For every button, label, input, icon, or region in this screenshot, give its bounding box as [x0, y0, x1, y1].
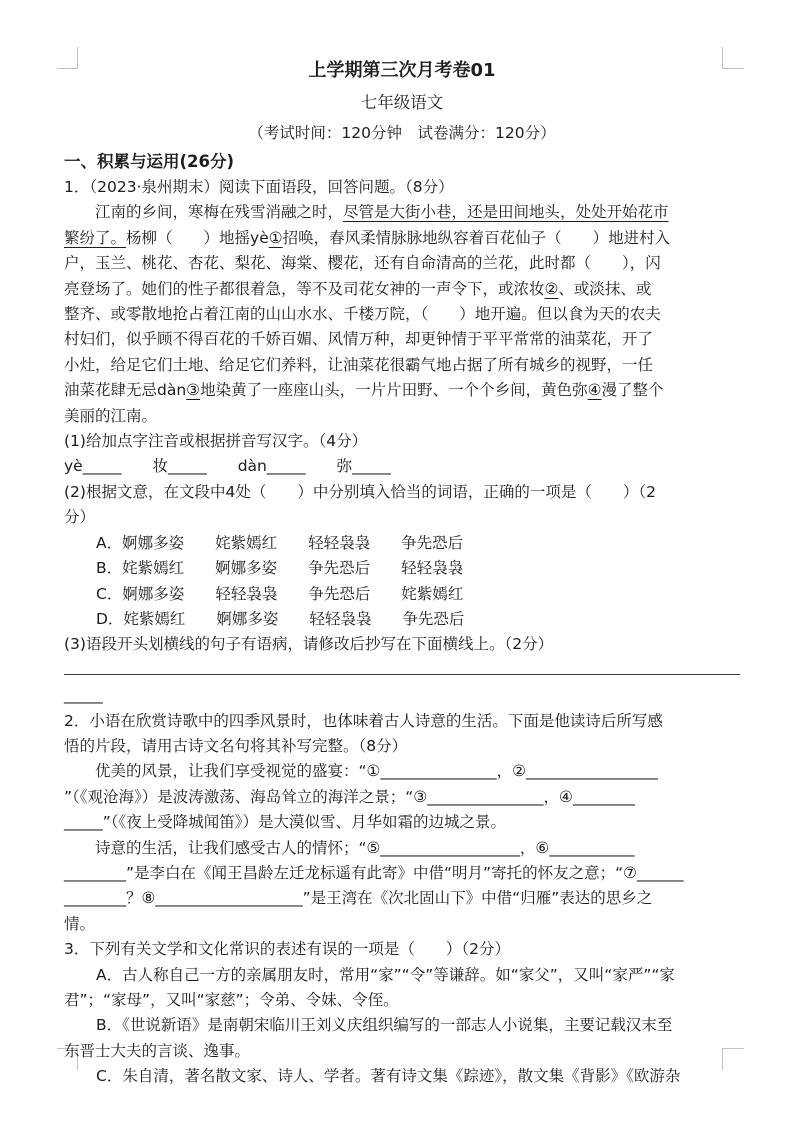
q1-passage-line-2 — [64, 226, 740, 251]
q3-stem: 3．下列有关文学和文化常识的表述有误的一项是（ ）（2分） — [64, 940, 510, 959]
exam-title: 上学期第三次月考卷01 — [308, 60, 496, 81]
q1-passage-line-7: 小灶，给足它们土地、给足它们养料，让油菜花很霸气地占据了所有城乡的视野，一任 — [64, 355, 654, 374]
passage-text: 、或淡抹、或 — [558, 279, 652, 298]
q1-sub3-answer-short-line: _____ — [64, 686, 103, 705]
q1-passage-line-1 — [64, 200, 740, 225]
passage-text: 油菜花肆无忌dàn — [64, 381, 187, 400]
q2-text-line-2: ”（《观沧海》）是波涛激荡、海岛耸立的海洋之景；“③_______________，④________ — [64, 787, 635, 806]
passage-text: 江南的乡间，寒梅在残雪消融之时， — [64, 203, 344, 222]
q1-sub3-answer-rule-line — [64, 658, 740, 683]
passage-text: 亮登场了。她们的性子都很着急，等不及司花女神的一声令下，或浓妆 — [64, 279, 545, 298]
passage-text: 招唤，春风柔情脉脉地纵容着百花仙子（ ）地进村入 — [282, 228, 671, 247]
q1-passage-line-6: 村妇们，似乎顾不得百花的千娇百媚、风情万种，却更钟情于平平常常的油菜花，开了 — [64, 330, 654, 349]
passage-text: 地染黄了一座座山头，一片片田野、一个个乡间，黄色弥 — [200, 381, 588, 400]
q3-option-b-line-2: 东晋士大夫的言谈、逸事。 — [64, 1041, 251, 1060]
exam-content — [64, 54, 740, 1090]
q1-sub2-option-c: C．婀娜多姿 轻轻袅袅 争先恐后 姹紫嫣红 — [96, 584, 464, 603]
circled-number-4: ④ — [587, 381, 602, 400]
q1-sub1-stem: (1)给加点字注音或根据拼音写汉字。（4分） — [64, 432, 368, 451]
passage-text: 杨柳（ ）地摇yè — [126, 228, 269, 247]
section-1-heading: 一、积累与运用(26分) — [64, 152, 235, 171]
q2-text-line-4: 诗意的生活，让我们感受古人的情怀；“⑤__________________，⑥___________ — [64, 838, 635, 857]
circled-number-3: ③ — [186, 381, 201, 400]
underlined-sentence-part-2: 繁纷了。 — [64, 228, 127, 247]
q1-stem: 1．（2023·泉州期末）阅读下面语段，回答问题。（8分） — [64, 178, 454, 196]
underlined-sentence-part-1: 尽管是大街小巷，还是田间地头，处处开始花市 — [343, 203, 669, 222]
q1-sub3-stem: (3)语段开头划横线的句子有语病，请修改后抄写在下面横线上。（2分） — [64, 635, 554, 654]
q2-text-line-3: _____”（《夜上受降城闻笛》）是大漠似雪、月华如霜的边城之景。 — [64, 813, 507, 832]
q3-option-c-line-1: C．朱自清，著名散文家、诗人、学者。著有诗文集《踪迹》，散文集《背影》《欧游杂 — [96, 1067, 681, 1086]
q3-option-b-line-1: B．《世说新语》是南朝宋临川王刘义庆组织编写的一部志人小说集，主要记载汉末至 — [96, 1016, 673, 1035]
q2-text-line-1: 优美的风景，让我们享受视觉的盛宴：“①_______________，②_________________ — [64, 762, 658, 781]
q1-passage-line-5: 整齐、或零散地抢占着江南的山山水水、千楼万院，（ ）地开遍。但以食为天的农夫 — [64, 305, 661, 324]
q1-passage-line-3: 户，玉兰、桃花、杏花、梨花、海棠、樱花，还有自命清高的兰花，此时都（ ），闪 — [64, 254, 661, 273]
circled-number-2: ② — [544, 279, 559, 298]
passage-text: 漫了整个 — [601, 381, 664, 400]
q1-sub2-stem-line-1: (2)根据文意，在文段中4处（ ）中分别填入恰当的词语，正确的一项是（ ）（2 — [64, 482, 656, 501]
q1-sub1-answer-blanks: yè_____ 妆_____ dàn_____ 弥_____ — [64, 457, 391, 476]
q2-stem-line-1: 2．小语在欣赏诗歌中的四季风景时，也体味着古人诗意的生活。下面是他读诗后所写感 — [64, 711, 663, 730]
q1-passage-line-9: 美丽的江南。 — [64, 406, 158, 425]
q1-sub2-option-d: D．姹紫嫣红 婀娜多姿 轻轻袅袅 争先恐后 — [96, 609, 465, 628]
q3-option-a-line-1: A．古人称自己一方的亲属朋友时，常用“家”“令”等谦辞。如“家父”，又叫“家严”“家 — [96, 965, 675, 984]
q2-text-line-7: 情。 — [64, 914, 96, 933]
q2-text-line-6: ________？⑧___________________”是王湾在《次北固山下》中借“归雁”表达的思乡之 — [64, 889, 653, 908]
q3-option-a-line-2: 君”；“家母”，又叫“家慈”；令弟、令妹、令侄。 — [64, 990, 399, 1009]
exam-info-line: （考试时间：120分钟 试卷满分：120分） — [248, 124, 556, 142]
q2-text-line-5: ________”是李白在《闻王昌龄左迁龙标遥有此寄》中借“明月”寄托的怀友之意；“⑦______ — [64, 863, 684, 882]
q1-passage-line-4 — [64, 277, 740, 302]
q2-stem-line-2: 悟的片段，请用古诗文名句将其补写完整。（8分） — [64, 736, 408, 755]
q1-sub2-stem-line-2: 分） — [64, 508, 96, 527]
q1-sub2-option-b: B．姹紫嫣红 婀娜多姿 争先恐后 轻轻袅袅 — [96, 559, 464, 578]
q1-passage-line-8 — [64, 378, 740, 403]
circled-number-1: ① — [268, 228, 283, 247]
q1-sub2-option-a: A．婀娜多姿 姹紫嫣红 轻轻袅袅 争先恐后 — [96, 533, 464, 552]
exam-subtitle: 七年级语文 — [360, 93, 444, 112]
